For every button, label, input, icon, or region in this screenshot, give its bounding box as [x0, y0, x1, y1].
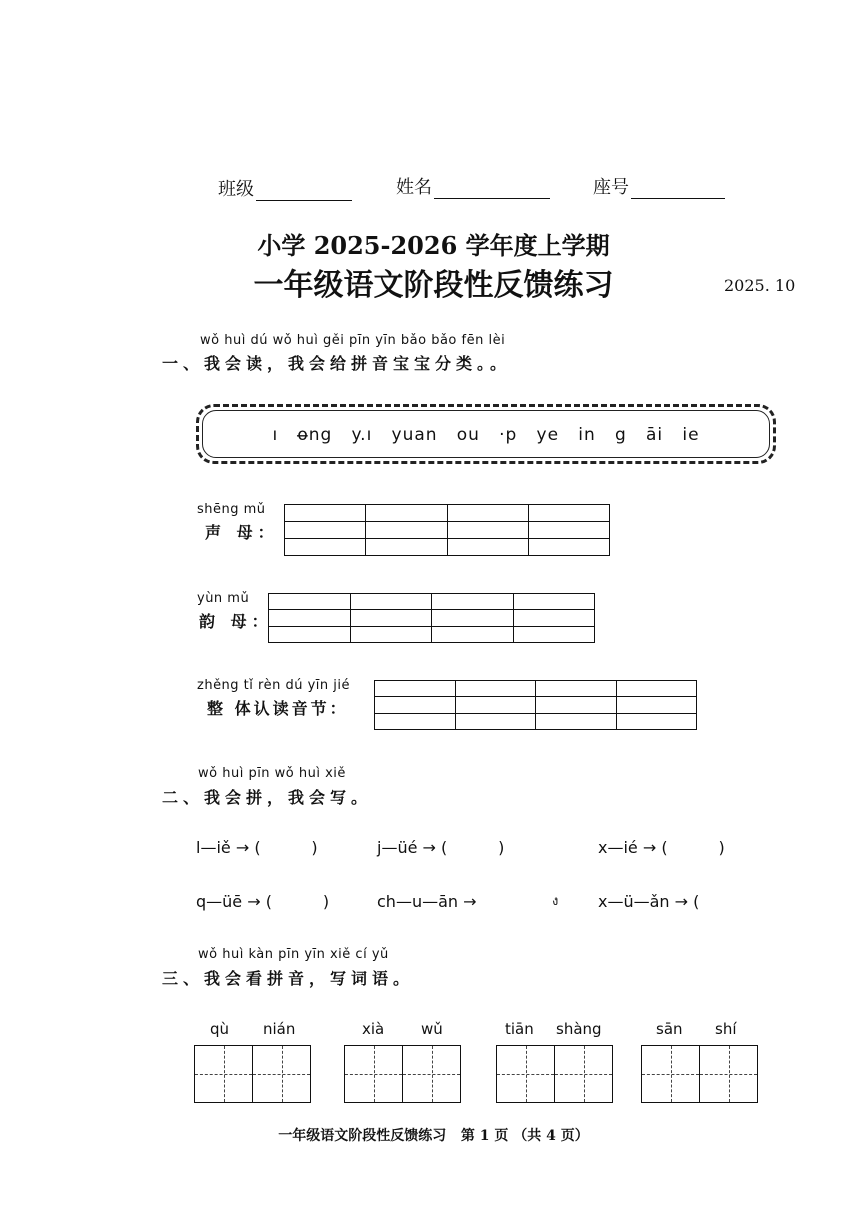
shengmu-cell[interactable]	[528, 505, 609, 522]
spell-item-2[interactable]: j—üé → ( )	[377, 838, 505, 857]
word2-pinyin-1: xià	[362, 1020, 385, 1038]
tianzige-cell[interactable]	[253, 1046, 310, 1102]
zhengti-cell[interactable]	[536, 713, 617, 729]
page-footer: 一年级语文阶段性反馈练习 第 1 页 （共 4 页）	[278, 1128, 589, 1144]
shengmu-grid	[284, 504, 610, 556]
name-label: 姓名	[396, 177, 432, 198]
pinyin-letters: ı o̶ng y.ı yuan ou ·p ye in g āi ie	[272, 425, 700, 445]
shengmu-cell[interactable]	[366, 505, 447, 522]
zhengti-cell[interactable]	[616, 697, 697, 713]
seat-label: 座号	[593, 177, 629, 198]
tianzige-cell[interactable]	[345, 1046, 403, 1102]
word4-writing-grid	[641, 1045, 758, 1103]
shengmu-cell[interactable]	[285, 539, 366, 556]
stray-mark: ง	[552, 894, 559, 909]
zhengti-cell[interactable]	[375, 713, 456, 729]
yunmu-pinyin: yùn mǔ	[197, 591, 250, 606]
shengmu-pinyin: shēng mǔ	[197, 502, 266, 517]
tianzige-cell[interactable]	[497, 1046, 555, 1102]
shengmu-cell[interactable]	[528, 539, 609, 556]
seat-blank[interactable]	[631, 180, 725, 199]
class-blank[interactable]	[256, 182, 352, 201]
seat-field	[593, 173, 725, 199]
yunmu-cell[interactable]	[513, 626, 595, 642]
tianzige-cell[interactable]	[642, 1046, 700, 1102]
q2-number: 二、	[162, 788, 205, 807]
title-line2: 一年级语文阶段性反馈练习	[253, 268, 614, 303]
class-label: 班级	[218, 179, 254, 200]
q2-heading	[162, 785, 372, 808]
zhengti-cell[interactable]	[455, 697, 536, 713]
shengmu-cell[interactable]	[447, 522, 528, 539]
zhengti-cell[interactable]	[536, 681, 617, 697]
word2-writing-grid	[344, 1045, 461, 1103]
shengmu-label: 声 母：	[205, 523, 279, 542]
yunmu-cell[interactable]	[269, 626, 351, 642]
yunmu-cell[interactable]	[513, 594, 595, 610]
spell-item-6[interactable]: x—ü—ǎn → (	[598, 892, 700, 911]
zhengti-cell[interactable]	[616, 681, 697, 697]
shengmu-cell[interactable]	[528, 522, 609, 539]
tianzige-cell[interactable]	[195, 1046, 253, 1102]
q2-text: 我会拼，我会写。	[204, 788, 373, 807]
zhengti-cell[interactable]	[616, 713, 697, 729]
yunmu-cell[interactable]	[269, 594, 351, 610]
word3-writing-grid	[496, 1045, 613, 1103]
q3-number: 三、	[162, 969, 205, 988]
q3-heading	[162, 966, 414, 989]
zhengti-pinyin: zhěng tǐ rèn dú yīn jié	[197, 678, 350, 693]
q1-pinyin: wǒ huì dú wǒ huì gěi pīn yīn bǎo bǎo fēn lèi	[200, 333, 506, 348]
spell-item-4[interactable]: q—üē → ( )	[196, 892, 330, 911]
yunmu-cell[interactable]	[269, 610, 351, 626]
q3-pinyin: wǒ huì kàn pīn yīn xiě cí yǔ	[198, 947, 389, 962]
title-line1: 小学 2025-2026 学年度上学期	[257, 231, 610, 260]
yunmu-label: 韵 母：	[199, 612, 273, 631]
word3-pinyin-1: tiān	[505, 1020, 534, 1038]
tianzige-cell[interactable]	[403, 1046, 460, 1102]
yunmu-cell[interactable]	[432, 610, 514, 626]
q1-number: 一、	[162, 354, 205, 373]
word2-pinyin-2: wǔ	[421, 1020, 443, 1038]
tianzige-cell[interactable]	[700, 1046, 757, 1102]
word1-writing-grid	[194, 1045, 311, 1103]
word1-pinyin-2: nián	[263, 1020, 296, 1038]
name-field	[396, 173, 550, 199]
spell-item-3[interactable]: x—ié → ( )	[598, 838, 725, 857]
yunmu-cell[interactable]	[513, 610, 595, 626]
yunmu-cell[interactable]	[350, 594, 432, 610]
shengmu-cell[interactable]	[366, 539, 447, 556]
tianzige-cell[interactable]	[555, 1046, 612, 1102]
yunmu-cell[interactable]	[350, 610, 432, 626]
zhengti-cell[interactable]	[536, 697, 617, 713]
q2-pinyin: wǒ huì pīn wǒ huì xiě	[198, 766, 346, 781]
yunmu-cell[interactable]	[432, 594, 514, 610]
spell-item-5[interactable]: ch—u—ān →	[377, 892, 477, 911]
zhengti-grid	[374, 680, 697, 730]
shengmu-cell[interactable]	[447, 539, 528, 556]
yunmu-grid	[268, 593, 595, 643]
name-blank[interactable]	[434, 180, 550, 199]
shengmu-cell[interactable]	[366, 522, 447, 539]
shengmu-cell[interactable]	[285, 505, 366, 522]
zhengti-cell[interactable]	[455, 713, 536, 729]
zhengti-label: 整 体认读音节：	[207, 699, 349, 718]
q1-text: 我会读，我会给拼音宝宝分类。。	[204, 354, 512, 373]
class-field	[218, 175, 352, 201]
spell-item-1[interactable]: l—iě → ( )	[196, 838, 318, 857]
zhengti-cell[interactable]	[455, 681, 536, 697]
yunmu-cell[interactable]	[350, 626, 432, 642]
q3-text: 我会看拼音，写词语。	[204, 969, 415, 988]
word1-pinyin-1: qù	[210, 1020, 230, 1038]
word4-pinyin-2: shí	[715, 1020, 737, 1038]
zhengti-cell[interactable]	[375, 697, 456, 713]
yunmu-cell[interactable]	[432, 626, 514, 642]
word4-pinyin-1: sān	[656, 1020, 683, 1038]
letter-box	[196, 404, 776, 464]
shengmu-cell[interactable]	[447, 505, 528, 522]
q1-heading	[162, 351, 511, 374]
exam-date: 2025. 10	[724, 276, 796, 295]
zhengti-cell[interactable]	[375, 681, 456, 697]
word3-pinyin-2: shàng	[556, 1020, 602, 1038]
shengmu-cell[interactable]	[285, 522, 366, 539]
